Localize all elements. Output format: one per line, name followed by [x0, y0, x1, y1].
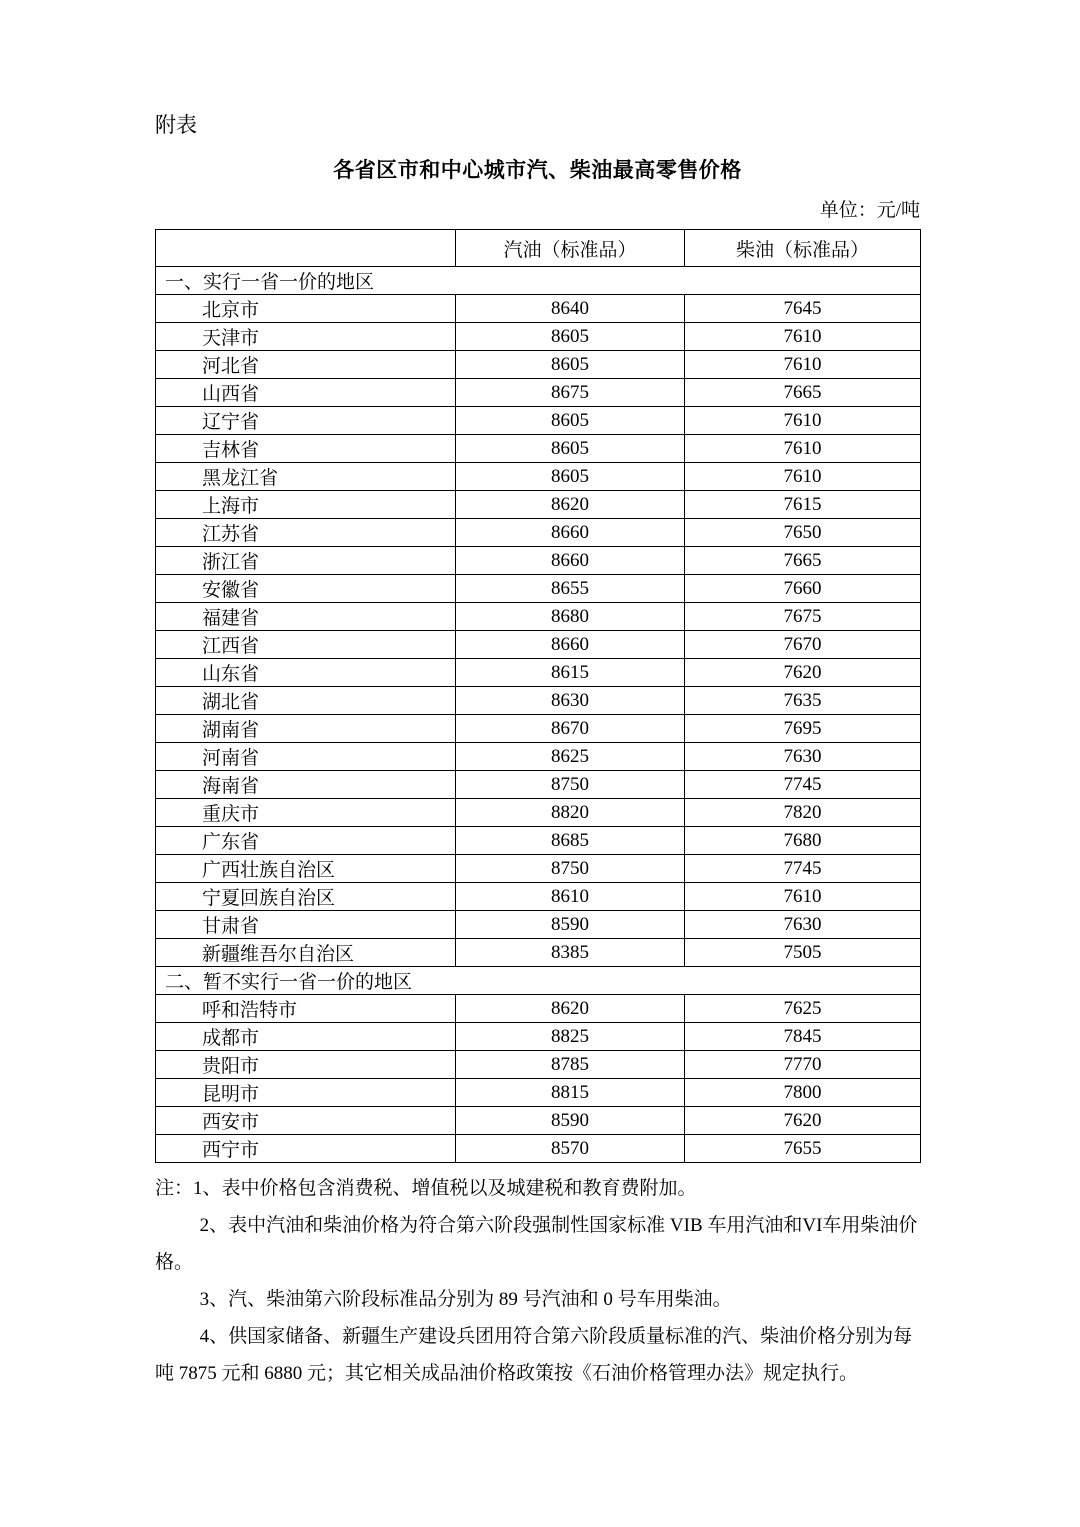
footnote-3: 3、汽、柴油第六阶段标准品分别为 89 号汽油和 0 号车用柴油。 [199, 1289, 732, 1311]
gasoline-price-cell: 8820 [456, 799, 685, 827]
gasoline-price-cell: 8785 [456, 1051, 685, 1079]
table-row [156, 407, 921, 435]
region-cell: 河南省 [156, 743, 456, 771]
gasoline-price-cell: 8815 [456, 1079, 685, 1107]
region-cell: 福建省 [156, 603, 456, 631]
table-row [156, 659, 921, 687]
diesel-price-cell: 7745 [685, 855, 921, 883]
table-row [156, 911, 921, 939]
region-cell: 安徽省 [156, 575, 456, 603]
region-cell: 甘肃省 [156, 911, 456, 939]
region-cell: 海南省 [156, 771, 456, 799]
diesel-price-cell: 7610 [685, 351, 921, 379]
region-cell: 浙江省 [156, 547, 456, 575]
gasoline-price-cell: 8605 [456, 463, 685, 491]
diesel-price-cell: 7665 [685, 547, 921, 575]
region-cell: 吉林省 [156, 435, 456, 463]
table-row [156, 883, 921, 911]
region-cell: 西安市 [156, 1107, 456, 1135]
region-cell: 湖南省 [156, 715, 456, 743]
region-cell: 广西壮族自治区 [156, 855, 456, 883]
table-row [156, 855, 921, 883]
table-row [156, 743, 921, 771]
diesel-price-cell: 7770 [685, 1051, 921, 1079]
section-header-cell: 二、暂不实行一省一价的地区 [156, 967, 921, 995]
footnote-2: 2、表中汽油和柴油价格为符合第六阶段强制性国家标准 VIB 车用汽油和VI车用柴油价格。 [155, 1215, 918, 1274]
price-table [155, 229, 921, 1163]
footnotes [155, 1170, 920, 1392]
table-header-row [156, 230, 921, 267]
table-row [156, 939, 921, 967]
diesel-price-cell: 7680 [685, 827, 921, 855]
page-title: 各省区市和中心城市汽、柴油最高零售价格 [333, 159, 742, 183]
gasoline-price-cell: 8750 [456, 771, 685, 799]
diesel-price-cell: 7610 [685, 883, 921, 911]
diesel-price-cell: 7625 [685, 995, 921, 1023]
diesel-price-cell: 7670 [685, 631, 921, 659]
table-row [156, 435, 921, 463]
diesel-column-header: 柴油（标准品） [685, 230, 921, 267]
gasoline-price-cell: 8630 [456, 687, 685, 715]
table-row [156, 1107, 921, 1135]
diesel-price-cell: 7845 [685, 1023, 921, 1051]
table-row [156, 547, 921, 575]
diesel-price-cell: 7655 [685, 1135, 921, 1163]
region-cell: 黑龙江省 [156, 463, 456, 491]
region-cell: 山西省 [156, 379, 456, 407]
gasoline-price-cell: 8625 [456, 743, 685, 771]
region-cell: 山东省 [156, 659, 456, 687]
gasoline-price-cell: 8675 [456, 379, 685, 407]
diesel-price-cell: 7615 [685, 491, 921, 519]
gasoline-price-cell: 8655 [456, 575, 685, 603]
table-row [156, 575, 921, 603]
gasoline-price-cell: 8615 [456, 659, 685, 687]
table-row [156, 519, 921, 547]
gasoline-price-cell: 8620 [456, 995, 685, 1023]
unit-label: 单位：元/吨 [819, 200, 920, 222]
table-row [156, 827, 921, 855]
region-cell: 天津市 [156, 323, 456, 351]
gasoline-price-cell: 8660 [456, 631, 685, 659]
region-cell: 广东省 [156, 827, 456, 855]
table-row [156, 1051, 921, 1079]
table-row [156, 1135, 921, 1163]
region-cell: 江苏省 [156, 519, 456, 547]
table-row [156, 799, 921, 827]
region-cell: 西宁市 [156, 1135, 456, 1163]
table-row [156, 491, 921, 519]
region-cell: 辽宁省 [156, 407, 456, 435]
region-cell: 成都市 [156, 1023, 456, 1051]
gasoline-price-cell: 8660 [456, 519, 685, 547]
footnote-1: 注：1、表中价格包含消费税、增值税以及城建税和教育费附加。 [155, 1178, 697, 1200]
diesel-price-cell: 7650 [685, 519, 921, 547]
gasoline-price-cell: 8680 [456, 603, 685, 631]
gasoline-price-cell: 8685 [456, 827, 685, 855]
diesel-price-cell: 7820 [685, 799, 921, 827]
diesel-price-cell: 7635 [685, 687, 921, 715]
gasoline-price-cell: 8640 [456, 295, 685, 323]
table-row [156, 463, 921, 491]
region-cell: 宁夏回族自治区 [156, 883, 456, 911]
gasoline-price-cell: 8670 [456, 715, 685, 743]
region-cell: 河北省 [156, 351, 456, 379]
gasoline-price-cell: 8610 [456, 883, 685, 911]
region-cell: 贵阳市 [156, 1051, 456, 1079]
table-row [156, 379, 921, 407]
document-page [155, 112, 920, 1392]
diesel-price-cell: 7660 [685, 575, 921, 603]
region-cell: 新疆维吾尔自治区 [156, 939, 456, 967]
gasoline-price-cell: 8385 [456, 939, 685, 967]
gasoline-price-cell: 8605 [456, 435, 685, 463]
table-row [156, 1023, 921, 1051]
gasoline-price-cell: 8605 [456, 323, 685, 351]
diesel-price-cell: 7630 [685, 911, 921, 939]
diesel-price-cell: 7630 [685, 743, 921, 771]
table-row [156, 603, 921, 631]
table-row [156, 323, 921, 351]
diesel-price-cell: 7505 [685, 939, 921, 967]
footnote-4: 4、供国家储备、新疆生产建设兵团用符合第六阶段质量标准的汽、柴油价格分别为每吨 7875 元和 6880 元；其它相关成品油价格政策按《石油价格管理办法》规定执行。 [155, 1326, 913, 1385]
price-table-body [156, 267, 921, 1163]
gasoline-price-cell: 8605 [456, 351, 685, 379]
region-cell: 昆明市 [156, 1079, 456, 1107]
gasoline-price-cell: 8590 [456, 911, 685, 939]
diesel-price-cell: 7620 [685, 1107, 921, 1135]
empty-header-cell [156, 230, 456, 267]
region-cell: 上海市 [156, 491, 456, 519]
gasoline-price-cell: 8570 [456, 1135, 685, 1163]
diesel-price-cell: 7695 [685, 715, 921, 743]
diesel-price-cell: 7620 [685, 659, 921, 687]
region-cell: 湖北省 [156, 687, 456, 715]
diesel-price-cell: 7800 [685, 1079, 921, 1107]
region-cell: 重庆市 [156, 799, 456, 827]
gasoline-price-cell: 8620 [456, 491, 685, 519]
gasoline-price-cell: 8590 [456, 1107, 685, 1135]
table-row [156, 1079, 921, 1107]
diesel-price-cell: 7665 [685, 379, 921, 407]
section-header-cell: 一、实行一省一价的地区 [156, 267, 921, 295]
diesel-price-cell: 7610 [685, 407, 921, 435]
diesel-price-cell: 7610 [685, 463, 921, 491]
table-row [156, 687, 921, 715]
section-header-row [156, 967, 921, 995]
table-row [156, 631, 921, 659]
region-cell: 江西省 [156, 631, 456, 659]
diesel-price-cell: 7745 [685, 771, 921, 799]
table-row [156, 715, 921, 743]
diesel-price-cell: 7645 [685, 295, 921, 323]
gasoline-column-header: 汽油（标准品） [456, 230, 685, 267]
gasoline-price-cell: 8660 [456, 547, 685, 575]
table-row [156, 295, 921, 323]
gasoline-price-cell: 8605 [456, 407, 685, 435]
gasoline-price-cell: 8825 [456, 1023, 685, 1051]
section-header-row [156, 267, 921, 295]
table-row [156, 995, 921, 1023]
region-cell: 呼和浩特市 [156, 995, 456, 1023]
region-cell: 北京市 [156, 295, 456, 323]
annex-label: 附表 [155, 113, 197, 137]
table-row [156, 351, 921, 379]
diesel-price-cell: 7610 [685, 323, 921, 351]
diesel-price-cell: 7675 [685, 603, 921, 631]
gasoline-price-cell: 8750 [456, 855, 685, 883]
table-row [156, 771, 921, 799]
diesel-price-cell: 7610 [685, 435, 921, 463]
